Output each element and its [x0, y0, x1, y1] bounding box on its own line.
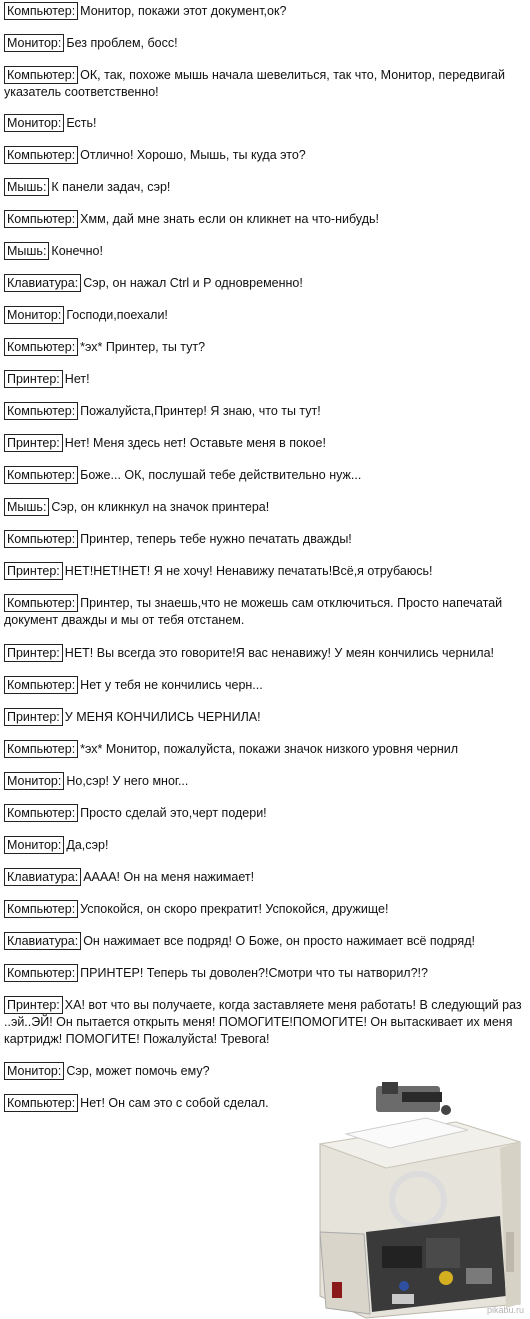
speaker-label: Компьютер:	[4, 530, 78, 548]
dialogue-line	[4, 836, 526, 854]
speaker-label: Принтер:	[4, 644, 63, 662]
dialogue-text: Конечно!	[51, 244, 103, 258]
dialogue-text: Без проблем, босс!	[66, 36, 178, 50]
dialogue-text: Нет! Он сам это с собой сделал.	[80, 1096, 269, 1110]
dialogue-text: Отлично! Хорошо, Мышь, ты куда это?	[80, 148, 306, 162]
speaker-label: Компьютер:	[4, 1094, 78, 1112]
dialogue-line	[4, 146, 526, 164]
dialogue-text: Сэр, он кликнкул на значок принтера!	[51, 500, 270, 514]
dialogue-text: Нет! Меня здесь нет! Оставьте меня в покое!	[64, 436, 326, 450]
printer-image	[306, 1082, 530, 1319]
dialogue-text: Принтер, ты знаешь,что не можешь сам отключиться. Просто напечатай документ дважды и мы от тебя отстанем.	[4, 596, 503, 627]
dialogue-text: Пожалуйста,Принтер! Я знаю, что ты тут!	[80, 404, 321, 418]
speaker-label: Принтер:	[4, 996, 63, 1014]
dialogue-text: Принтер, теперь тебе нужно печатать дважды!	[80, 532, 352, 546]
dialogue-text: Господи,поехали!	[66, 308, 168, 322]
dialogue-text: Хмм, дай мне знать если он кликнет на что-нибудь!	[80, 212, 379, 226]
dialogue-line	[4, 900, 526, 918]
dialogue-text: Но,сэр! У него мног...	[66, 774, 189, 788]
dialogue-text: ХА! вот что вы получаете, когда заставляете меня работать! В следующий раз ..эй..ЭЙ! Он пытается открыть меня! ПОМОГИТЕ!ПОМОГИТЕ! Он вытаскивает их меня картридж! ПОМОГИТЕ! Пожалуйста! Тревога!	[4, 998, 522, 1046]
speaker-label: Принтер:	[4, 562, 63, 580]
speaker-label: Клавиатура:	[4, 274, 81, 292]
speaker-label: Компьютер:	[4, 2, 78, 20]
dialogue-line	[4, 34, 526, 52]
speaker-label: Компьютер:	[4, 964, 78, 982]
dialogue-line	[4, 466, 526, 484]
dialogue-line	[4, 772, 526, 790]
dialogue-line	[4, 338, 526, 356]
dialogue-line	[4, 2, 526, 20]
dialogue-text: Сэр, он нажал Ctrl и P одновременно!	[83, 276, 303, 290]
dialogue-line	[4, 562, 526, 580]
speaker-label: Компьютер:	[4, 146, 78, 164]
fuser-unit	[376, 1082, 451, 1115]
dialogue-text: *эх* Принтер, ты тут?	[80, 340, 206, 354]
dialogue-text: Боже... ОК, послушай тебе действительно нуж...	[80, 468, 362, 482]
speaker-label: Компьютер:	[4, 402, 78, 420]
dialogue-line	[4, 434, 526, 452]
dialogue-text: У МЕНЯ КОНЧИЛИСЬ ЧЕРНИЛА!	[64, 710, 261, 724]
dialogue-line	[4, 996, 526, 1048]
speaker-label: Клавиатура:	[4, 868, 81, 886]
dialogue-text: Нет у тебя не кончились черн...	[80, 678, 263, 692]
speaker-label: Принтер:	[4, 434, 63, 452]
dialogue-text: Сэр, может помочь ему?	[66, 1064, 210, 1078]
dialogue-line	[4, 594, 526, 629]
dialogue-text: *эх* Монитор, пожалуйста, покажи значок низкого уровня чернил	[80, 742, 459, 756]
dialogue-line	[4, 804, 526, 822]
speaker-label: Компьютер:	[4, 66, 78, 84]
dialogue-line	[4, 498, 526, 516]
speaker-label: Компьютер:	[4, 740, 78, 758]
open-door	[320, 1232, 370, 1314]
dialogue-line	[4, 306, 526, 324]
speaker-label: Компьютер:	[4, 900, 78, 918]
speaker-label: Монитор:	[4, 1062, 64, 1080]
speaker-label: Мышь:	[4, 242, 49, 260]
dialogue-text: Да,сэр!	[66, 838, 109, 852]
speaker-label: Принтер:	[4, 708, 63, 726]
dialogue-text: Просто сделай это,черт подери!	[80, 806, 267, 820]
speaker-label: Компьютер:	[4, 466, 78, 484]
speaker-label: Мышь:	[4, 498, 49, 516]
dialogue-line	[4, 370, 526, 388]
dialogue-line	[4, 178, 526, 196]
watermark-text: pikabu.ru	[486, 1305, 524, 1315]
speaker-label: Монитор:	[4, 34, 64, 52]
dialogue-text: ОК, так, похоже мышь начала шевелиться, так что, Монитор, передвигай указатель соответственно!	[4, 68, 505, 99]
dialogue-line	[4, 868, 526, 886]
dialogue-line	[4, 66, 526, 101]
dialogue-text: ПРИНТЕР! Теперь ты доволен?!Смотри что ты натворил?!?	[80, 966, 428, 980]
dialogue-text: АААА! Он на меня нажимает!	[83, 870, 255, 884]
dialogue-text: Успокойся, он скоро прекратит! Успокойся, дружище!	[80, 902, 389, 916]
dialogue-text: НЕТ! Вы всегда это говорите!Я вас ненавижу! У меян кончились чернила!	[64, 646, 495, 660]
speaker-label: Монитор:	[4, 836, 64, 854]
dialogue-line	[4, 676, 526, 694]
dialogue-line	[4, 114, 526, 132]
dialogue-line	[4, 210, 526, 228]
dialogue-line	[4, 740, 526, 758]
speaker-label: Принтер:	[4, 370, 63, 388]
dialogue-line	[4, 708, 526, 726]
speaker-label: Монитор:	[4, 772, 64, 790]
dialogue-text: К панели задач, сэр!	[51, 180, 171, 194]
dialogue-text: Монитор, покажи этот документ,ок?	[80, 4, 287, 18]
dialogue-text: НЕТ!НЕТ!НЕТ! Я не хочу! Ненавижу печатать!Всё,я отрубаюсь!	[64, 564, 433, 578]
speaker-label: Мышь:	[4, 178, 49, 196]
speaker-label: Компьютер:	[4, 210, 78, 228]
speaker-label: Компьютер:	[4, 676, 78, 694]
dialogue-text: Он нажимает все подряд! О Боже, он просто нажимает всё подряд!	[83, 934, 475, 948]
dialogue-line	[4, 964, 526, 982]
dialogue-text: Нет!	[64, 372, 90, 386]
dialogue-line	[4, 530, 526, 548]
speaker-label: Компьютер:	[4, 804, 78, 822]
dialogue-line	[4, 402, 526, 420]
speaker-label: Монитор:	[4, 114, 64, 132]
speaker-label: Клавиатура:	[4, 932, 81, 950]
dialogue-line	[4, 1062, 526, 1080]
dialogue-line	[4, 932, 526, 950]
dialogue-text: Есть!	[66, 116, 97, 130]
dialogue-line	[4, 274, 526, 292]
dialogue-line	[4, 644, 526, 662]
speaker-label: Компьютер:	[4, 338, 78, 356]
speaker-label: Монитор:	[4, 306, 64, 324]
dialogue-line	[4, 242, 526, 260]
speaker-label: Компьютер:	[4, 594, 78, 612]
